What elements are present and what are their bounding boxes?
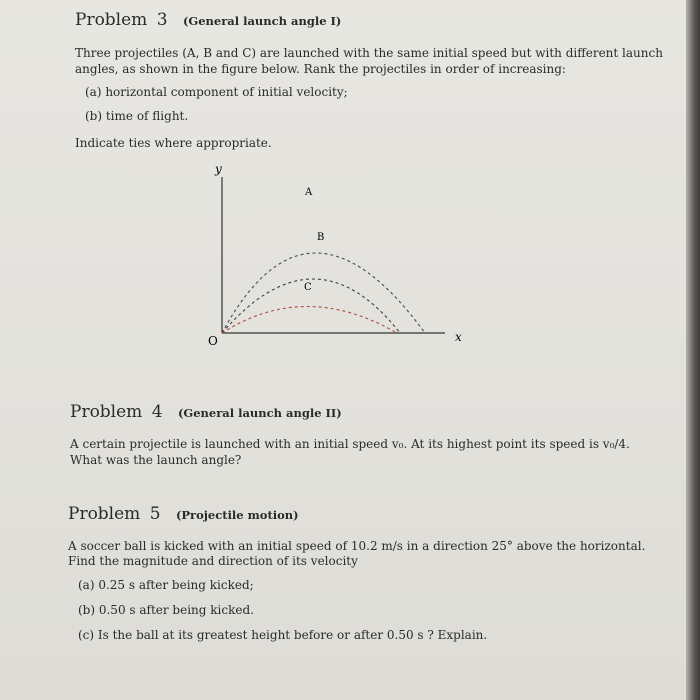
problem-4-title: [70, 402, 342, 422]
problem-5-number: 5: [149, 504, 161, 524]
problem-3-number: 3: [156, 10, 168, 30]
problem-3-label: Problem: [75, 10, 148, 30]
y-axis-label: y: [215, 162, 222, 176]
problem-3-note: Indicate ties where appropriate.: [75, 136, 272, 150]
trajectory-figure: [195, 155, 485, 355]
trajectory-label-c: C: [304, 282, 312, 293]
problem-3-line-2: angles, as shown in the figure below. Rank the projectiles in order of increasing:: [75, 62, 566, 76]
trajectory-label-b: B: [317, 232, 325, 243]
problem-5-line-1: A soccer ball is kicked with an initial speed of 10.2 m/s in a direction 25° above the horizontal.: [68, 539, 646, 553]
problem-3-line-1: Three projectiles (A, B and C) are launched with the same initial speed but with different launch: [75, 46, 663, 60]
problem-5-label: Problem: [68, 504, 141, 524]
problem-4-number: 4: [151, 402, 163, 422]
problem-4-label: Problem: [70, 402, 143, 422]
problem-3-title: [75, 10, 341, 30]
problem-5-item-a: (a) 0.25 s after being kicked;: [78, 578, 254, 592]
trajectory-a: [222, 253, 425, 333]
trajectory-label-a: A: [305, 187, 313, 198]
problem-5-item-b: (b) 0.50 s after being kicked.: [78, 603, 254, 617]
problem-4-line-1: A certain projectile is launched with an initial speed v₀. At its highest point its speed is v₀/4.: [70, 437, 630, 451]
problem-5-subtitle: (Projectile motion): [175, 508, 299, 522]
problem-3-item-a: (a) horizontal component of initial velocity;: [85, 85, 348, 99]
origin-label: O: [208, 334, 218, 348]
problem-3-item-b: (b) time of flight.: [85, 109, 189, 123]
problem-5-title: [68, 504, 299, 524]
x-axis-label: x: [455, 330, 462, 344]
problem-4-subtitle: (General launch angle II): [177, 406, 342, 420]
page-edge-shadow: [686, 0, 700, 700]
problem-3-subtitle: (General launch angle I): [182, 14, 342, 28]
problem-5-item-c: (c) Is the ball at its greatest height before or after 0.50 s ? Explain.: [78, 628, 488, 642]
trajectory-c: [222, 307, 397, 334]
problem-4-line-2: What was the launch angle?: [70, 453, 242, 467]
problem-5-line-2: Find the magnitude and direction of its velocity: [68, 554, 358, 568]
